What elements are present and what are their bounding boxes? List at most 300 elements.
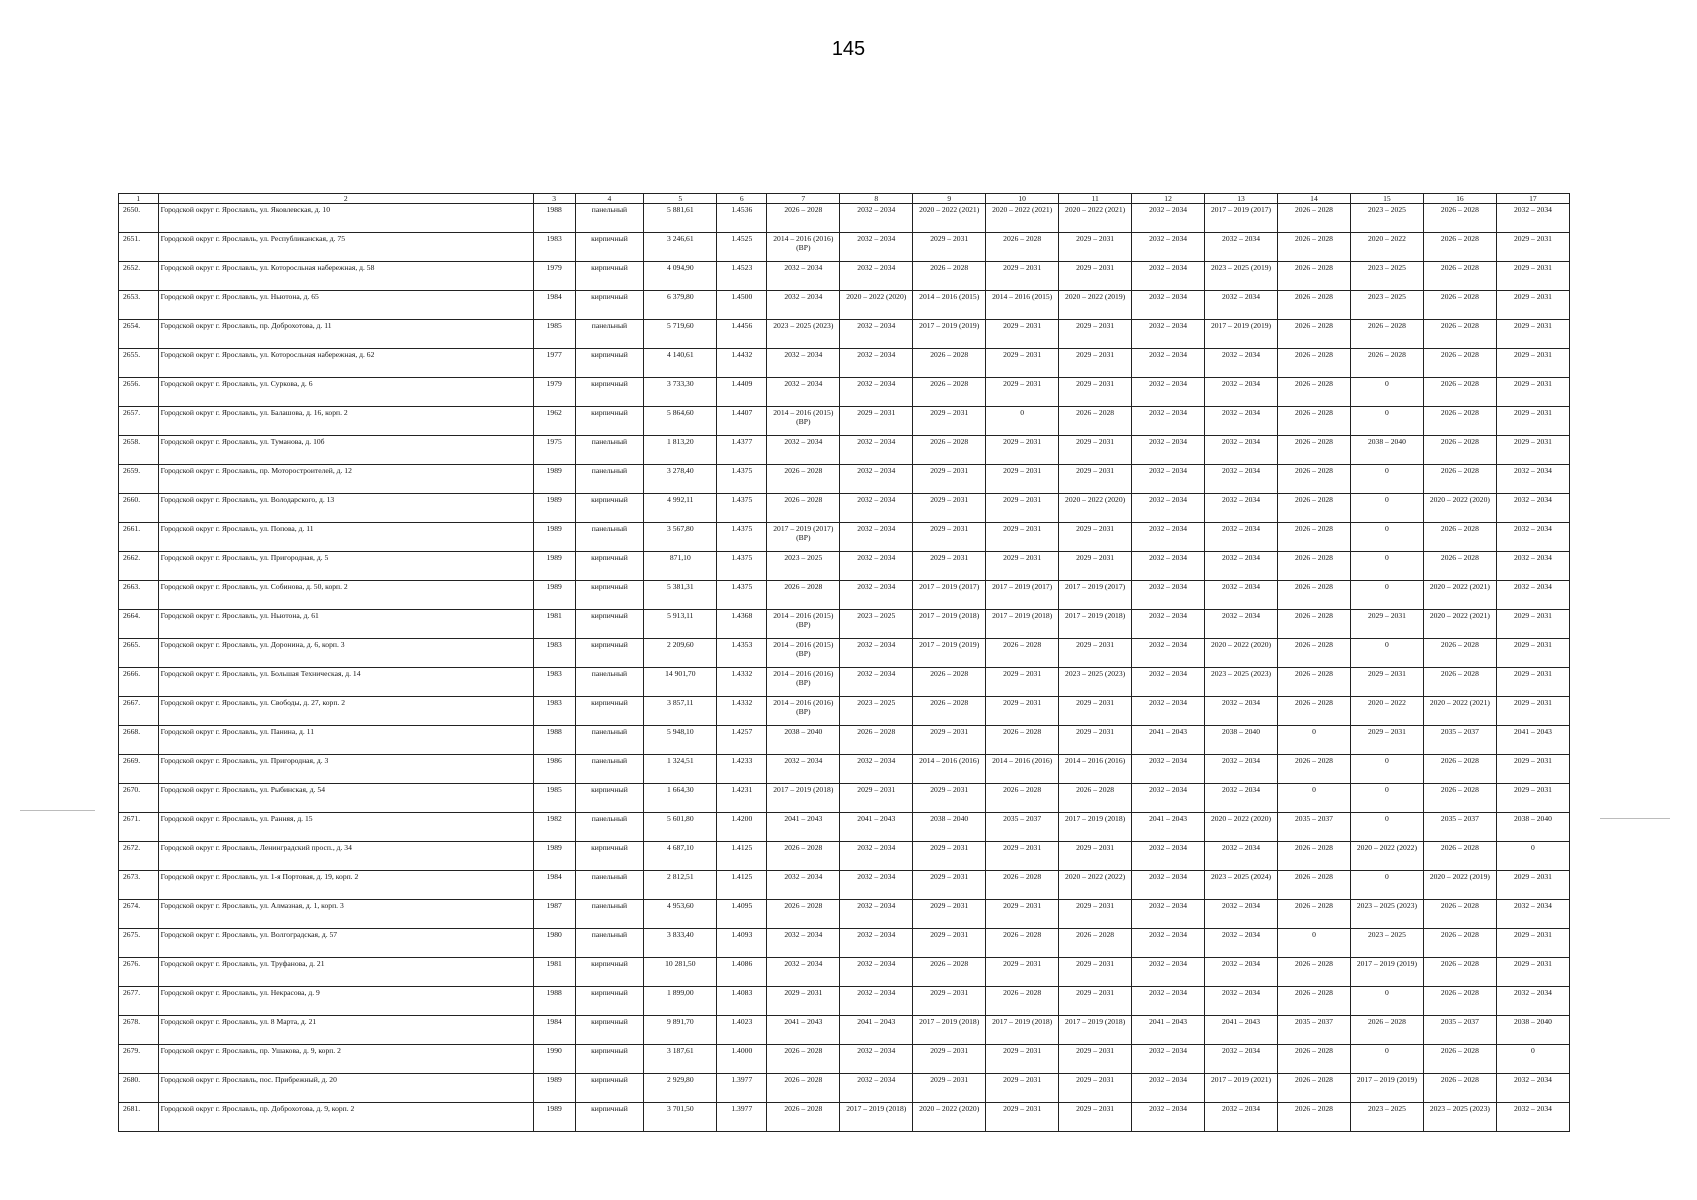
table-cell-col-13: 2032 – 2034 <box>1205 755 1278 784</box>
table-cell-col-14: 2026 – 2028 <box>1278 755 1351 784</box>
table-cell-col-8: 2017 – 2019 (2018) <box>840 1103 913 1132</box>
table-cell-col-13: 2023 – 2025 (2024) <box>1205 871 1278 900</box>
table-cell-col-16: 2020 – 2022 (2019) <box>1423 871 1496 900</box>
table-cell-col-6: 1.4233 <box>717 755 767 784</box>
table-cell-col-2: Городской округ г. Ярославль, ул. Володарского, д. 13 <box>158 494 533 523</box>
table-cell-col-16: 2026 – 2028 <box>1423 958 1496 987</box>
table-cell-col-17: 2029 – 2031 <box>1496 755 1569 784</box>
table-cell-col-6: 1.4500 <box>717 291 767 320</box>
table-cell-col-17: 2032 – 2034 <box>1496 465 1569 494</box>
table-cell-col-14: 2026 – 2028 <box>1278 1103 1351 1132</box>
table-cell-col-12: 2032 – 2034 <box>1132 262 1205 291</box>
table-cell-col-17: 2029 – 2031 <box>1496 929 1569 958</box>
table-row <box>119 1045 1570 1074</box>
table-cell-col-6: 1.4125 <box>717 871 767 900</box>
table-cell-col-9: 2026 – 2028 <box>913 668 986 697</box>
table-cell-col-15: 2023 – 2025 <box>1350 262 1423 291</box>
table-cell-col-16: 2020 – 2022 (2021) <box>1423 581 1496 610</box>
table-cell-col-2: Городской округ г. Ярославль, ул. Республиканская, д. 75 <box>158 233 533 262</box>
table-cell-col-17: 2029 – 2031 <box>1496 784 1569 813</box>
table-cell-col-12: 2032 – 2034 <box>1132 871 1205 900</box>
table-cell-col-11: 2029 – 2031 <box>1059 1045 1132 1074</box>
table-cell-col-17: 2032 – 2034 <box>1496 552 1569 581</box>
table-cell-col-11: 2026 – 2028 <box>1059 784 1132 813</box>
table-cell-col-16: 2026 – 2028 <box>1423 436 1496 465</box>
table-cell-col-16: 2026 – 2028 <box>1423 349 1496 378</box>
table-cell-col-2: Городской округ г. Ярославль, пр. Моторостроителей, д. 12 <box>158 465 533 494</box>
table-cell-col-16: 2026 – 2028 <box>1423 523 1496 552</box>
table-cell-col-10: 2029 – 2031 <box>986 1103 1059 1132</box>
table-cell-col-15: 2020 – 2022 <box>1350 697 1423 726</box>
table-row <box>119 1074 1570 1103</box>
column-header-13: 13 <box>1205 194 1278 204</box>
table-cell-col-8: 2032 – 2034 <box>840 900 913 929</box>
table-row <box>119 1103 1570 1132</box>
table-cell-col-6: 1.4432 <box>717 349 767 378</box>
table-cell-col-4: панельный <box>575 929 644 958</box>
table-cell-col-11: 2020 – 2022 (2021) <box>1059 204 1132 233</box>
table-cell-col-8: 2032 – 2034 <box>840 465 913 494</box>
table-cell-col-14: 2026 – 2028 <box>1278 668 1351 697</box>
table-cell-col-13: 2032 – 2034 <box>1205 349 1278 378</box>
table-cell-col-4: кирпичный <box>575 1074 644 1103</box>
table-cell-col-11: 2029 – 2031 <box>1059 378 1132 407</box>
column-header-10: 10 <box>986 194 1059 204</box>
table-cell-col-12: 2032 – 2034 <box>1132 1103 1205 1132</box>
table-cell-col-1: 2656. <box>119 378 159 407</box>
table-cell-col-17: 2032 – 2034 <box>1496 204 1569 233</box>
table-cell-col-12: 2032 – 2034 <box>1132 349 1205 378</box>
table-cell-col-2: Городской округ г. Ярославль, ул. Рыбинская, д. 54 <box>158 784 533 813</box>
table-row <box>119 871 1570 900</box>
table-cell-col-2: Городской округ г. Ярославль, ул. Пригородная, д. 3 <box>158 755 533 784</box>
table-cell-col-16: 2035 – 2037 <box>1423 726 1496 755</box>
table-cell-col-9: 2029 – 2031 <box>913 465 986 494</box>
table-cell-col-7: 2014 – 2016 (2015) (ВР) <box>767 407 840 436</box>
table-cell-col-1: 2652. <box>119 262 159 291</box>
table-cell-col-5: 1 899,00 <box>644 987 717 1016</box>
table-cell-col-4: панельный <box>575 755 644 784</box>
table-cell-col-6: 1.4332 <box>717 697 767 726</box>
table-cell-col-5: 1 813,20 <box>644 436 717 465</box>
table-cell-col-13: 2032 – 2034 <box>1205 900 1278 929</box>
table-cell-col-4: кирпичный <box>575 552 644 581</box>
table-cell-col-5: 5 719,60 <box>644 320 717 349</box>
table-cell-col-8: 2032 – 2034 <box>840 204 913 233</box>
table-cell-col-3: 1979 <box>533 262 575 291</box>
table-cell-col-5: 3 701,50 <box>644 1103 717 1132</box>
table-cell-col-12: 2032 – 2034 <box>1132 755 1205 784</box>
table-cell-col-2: Городской округ г. Ярославль, ул. Ньютона, д. 61 <box>158 610 533 639</box>
table-cell-col-12: 2032 – 2034 <box>1132 320 1205 349</box>
table-cell-col-17: 2032 – 2034 <box>1496 900 1569 929</box>
table-cell-col-5: 5 881,61 <box>644 204 717 233</box>
table-cell-col-9: 2029 – 2031 <box>913 726 986 755</box>
table-cell-col-1: 2667. <box>119 697 159 726</box>
table-cell-col-13: 2032 – 2034 <box>1205 465 1278 494</box>
table-cell-col-11: 2029 – 2031 <box>1059 320 1132 349</box>
table-cell-col-15: 2023 – 2025 <box>1350 929 1423 958</box>
table-cell-col-2: Городской округ г. Ярославль, ул. Туманова, д. 10б <box>158 436 533 465</box>
table-row <box>119 523 1570 552</box>
table-cell-col-7: 2029 – 2031 <box>767 987 840 1016</box>
table-row <box>119 291 1570 320</box>
table-cell-col-9: 2029 – 2031 <box>913 494 986 523</box>
table-cell-col-11: 2029 – 2031 <box>1059 465 1132 494</box>
table-cell-col-15: 2020 – 2022 <box>1350 233 1423 262</box>
table-cell-col-10: 2014 – 2016 (2016) <box>986 755 1059 784</box>
table-cell-col-5: 5 601,80 <box>644 813 717 842</box>
table-cell-col-8: 2032 – 2034 <box>840 987 913 1016</box>
table-cell-col-11: 2029 – 2031 <box>1059 987 1132 1016</box>
table-cell-col-15: 0 <box>1350 639 1423 668</box>
table-cell-col-6: 1.4407 <box>717 407 767 436</box>
table-cell-col-9: 2029 – 2031 <box>913 1074 986 1103</box>
column-header-1: 1 <box>119 194 159 204</box>
table-row <box>119 1016 1570 1045</box>
table-cell-col-2: Городской округ г. Ярославль, ул. Ранняя, д. 15 <box>158 813 533 842</box>
table-cell-col-11: 2029 – 2031 <box>1059 900 1132 929</box>
table-cell-col-15: 0 <box>1350 784 1423 813</box>
table-cell-col-2: Городской округ г. Ярославль, ул. Которосльная набережная, д. 58 <box>158 262 533 291</box>
column-header-12: 12 <box>1132 194 1205 204</box>
column-header-14: 14 <box>1278 194 1351 204</box>
table-cell-col-10: 2029 – 2031 <box>986 958 1059 987</box>
table-cell-col-16: 2026 – 2028 <box>1423 407 1496 436</box>
table-cell-col-2: Городской округ г. Ярославль, ул. Пригородная, д. 5 <box>158 552 533 581</box>
table-cell-col-7: 2014 – 2016 (2016) (ВР) <box>767 697 840 726</box>
table-cell-col-13: 2032 – 2034 <box>1205 407 1278 436</box>
table-cell-col-5: 3 857,11 <box>644 697 717 726</box>
table-cell-col-11: 2017 – 2019 (2018) <box>1059 610 1132 639</box>
table-cell-col-16: 2035 – 2037 <box>1423 1016 1496 1045</box>
table-cell-col-8: 2026 – 2028 <box>840 726 913 755</box>
table-cell-col-16: 2026 – 2028 <box>1423 1074 1496 1103</box>
table-cell-col-8: 2029 – 2031 <box>840 407 913 436</box>
table-cell-col-1: 2672. <box>119 842 159 871</box>
table-cell-col-3: 1983 <box>533 639 575 668</box>
table-cell-col-13: 2017 – 2019 (2017) <box>1205 204 1278 233</box>
table-cell-col-11: 2017 – 2019 (2018) <box>1059 1016 1132 1045</box>
table-cell-col-9: 2014 – 2016 (2016) <box>913 755 986 784</box>
table-cell-col-10: 2029 – 2031 <box>986 552 1059 581</box>
table-cell-col-15: 2026 – 2028 <box>1350 320 1423 349</box>
table-cell-col-12: 2032 – 2034 <box>1132 291 1205 320</box>
table-cell-col-7: 2026 – 2028 <box>767 494 840 523</box>
table-cell-col-10: 2029 – 2031 <box>986 349 1059 378</box>
table-cell-col-13: 2032 – 2034 <box>1205 958 1278 987</box>
table-cell-col-7: 2032 – 2034 <box>767 929 840 958</box>
table-cell-col-3: 1989 <box>533 523 575 552</box>
table-cell-col-5: 871,10 <box>644 552 717 581</box>
table-cell-col-10: 2029 – 2031 <box>986 436 1059 465</box>
table-cell-col-3: 1988 <box>533 204 575 233</box>
table-cell-col-1: 2666. <box>119 668 159 697</box>
table-cell-col-12: 2032 – 2034 <box>1132 1074 1205 1103</box>
table-cell-col-6: 1.4353 <box>717 639 767 668</box>
table-cell-col-4: панельный <box>575 871 644 900</box>
table-cell-col-6: 1.4409 <box>717 378 767 407</box>
table-cell-col-2: Городской округ г. Ярославль, ул. Свободы, д. 27, корп. 2 <box>158 697 533 726</box>
table-cell-col-8: 2023 – 2025 <box>840 697 913 726</box>
table-cell-col-1: 2668. <box>119 726 159 755</box>
column-header-6: 6 <box>717 194 767 204</box>
table-cell-col-7: 2032 – 2034 <box>767 378 840 407</box>
table-cell-col-7: 2026 – 2028 <box>767 1045 840 1074</box>
table-cell-col-1: 2665. <box>119 639 159 668</box>
table-cell-col-5: 1 324,51 <box>644 755 717 784</box>
table-cell-col-8: 2020 – 2022 (2020) <box>840 291 913 320</box>
table-cell-col-14: 2026 – 2028 <box>1278 639 1351 668</box>
table-cell-col-10: 2026 – 2028 <box>986 871 1059 900</box>
table-cell-col-3: 1984 <box>533 1016 575 1045</box>
table-cell-col-17: 2029 – 2031 <box>1496 436 1569 465</box>
table-cell-col-6: 1.4023 <box>717 1016 767 1045</box>
table-cell-col-11: 2029 – 2031 <box>1059 726 1132 755</box>
column-header-7: 7 <box>767 194 840 204</box>
table-row <box>119 755 1570 784</box>
table-cell-col-10: 2029 – 2031 <box>986 1074 1059 1103</box>
table-cell-col-4: панельный <box>575 813 644 842</box>
table-cell-col-6: 1.4125 <box>717 842 767 871</box>
table-cell-col-12: 2032 – 2034 <box>1132 407 1205 436</box>
table-cell-col-16: 2020 – 2022 (2021) <box>1423 697 1496 726</box>
table-cell-col-14: 2026 – 2028 <box>1278 871 1351 900</box>
table-cell-col-9: 2026 – 2028 <box>913 697 986 726</box>
table-cell-col-8: 2032 – 2034 <box>840 581 913 610</box>
table-cell-col-14: 2026 – 2028 <box>1278 407 1351 436</box>
table-cell-col-3: 1985 <box>533 320 575 349</box>
table-cell-col-10: 2020 – 2022 (2021) <box>986 204 1059 233</box>
table-row <box>119 668 1570 697</box>
table-cell-col-5: 5 948,10 <box>644 726 717 755</box>
table-cell-col-7: 2014 – 2016 (2016) (ВР) <box>767 233 840 262</box>
table-cell-col-1: 2663. <box>119 581 159 610</box>
table-cell-col-16: 2020 – 2022 (2021) <box>1423 610 1496 639</box>
table-cell-col-8: 2023 – 2025 <box>840 610 913 639</box>
table-row <box>119 552 1570 581</box>
table-cell-col-10: 2029 – 2031 <box>986 842 1059 871</box>
table-cell-col-6: 1.3977 <box>717 1074 767 1103</box>
table-cell-col-6: 1.4375 <box>717 465 767 494</box>
table-cell-col-12: 2032 – 2034 <box>1132 204 1205 233</box>
table-cell-col-8: 2032 – 2034 <box>840 842 913 871</box>
table-cell-col-5: 4 140,61 <box>644 349 717 378</box>
table-cell-col-1: 2655. <box>119 349 159 378</box>
table-cell-col-12: 2032 – 2034 <box>1132 465 1205 494</box>
table-cell-col-7: 2038 – 2040 <box>767 726 840 755</box>
table-cell-col-2: Городской округ г. Ярославль, ул. Ньютона, д. 65 <box>158 291 533 320</box>
table-cell-col-4: кирпичный <box>575 233 644 262</box>
table-cell-col-4: кирпичный <box>575 987 644 1016</box>
table-cell-col-7: 2023 – 2025 <box>767 552 840 581</box>
table-row <box>119 465 1570 494</box>
table-row <box>119 697 1570 726</box>
table-cell-col-6: 1.4095 <box>717 900 767 929</box>
table-cell-col-3: 1987 <box>533 900 575 929</box>
table-cell-col-4: кирпичный <box>575 378 644 407</box>
table-cell-col-7: 2014 – 2016 (2015) (ВР) <box>767 639 840 668</box>
column-header-11: 11 <box>1059 194 1132 204</box>
table-cell-col-2: Городской округ г. Ярославль, пр. Доброхотова, д. 11 <box>158 320 533 349</box>
table-cell-col-6: 1.3977 <box>717 1103 767 1132</box>
table-cell-col-17: 2029 – 2031 <box>1496 262 1569 291</box>
table-cell-col-1: 2658. <box>119 436 159 465</box>
table-cell-col-13: 2032 – 2034 <box>1205 552 1278 581</box>
table-cell-col-15: 2029 – 2031 <box>1350 726 1423 755</box>
table-cell-col-12: 2032 – 2034 <box>1132 378 1205 407</box>
table-cell-col-17: 2029 – 2031 <box>1496 233 1569 262</box>
table-cell-col-1: 2669. <box>119 755 159 784</box>
table-cell-col-4: кирпичный <box>575 1016 644 1045</box>
table-cell-col-1: 2662. <box>119 552 159 581</box>
table-cell-col-2: Городской округ г. Ярославль, пр. Ушакова, д. 9, корп. 2 <box>158 1045 533 1074</box>
table-cell-col-9: 2014 – 2016 (2015) <box>913 291 986 320</box>
table-cell-col-5: 2 929,80 <box>644 1074 717 1103</box>
table-cell-col-17: 2029 – 2031 <box>1496 639 1569 668</box>
table-cell-col-16: 2026 – 2028 <box>1423 378 1496 407</box>
table-cell-col-1: 2676. <box>119 958 159 987</box>
table-cell-col-14: 2035 – 2037 <box>1278 813 1351 842</box>
table-cell-col-12: 2041 – 2043 <box>1132 726 1205 755</box>
table-row <box>119 958 1570 987</box>
table-cell-col-15: 2029 – 2031 <box>1350 668 1423 697</box>
table-cell-col-2: Городской округ г. Ярославль, ул. Волгоградская, д. 57 <box>158 929 533 958</box>
table-cell-col-5: 3 567,80 <box>644 523 717 552</box>
table-cell-col-11: 2014 – 2016 (2016) <box>1059 755 1132 784</box>
table-cell-col-14: 2026 – 2028 <box>1278 378 1351 407</box>
table-cell-col-3: 1979 <box>533 378 575 407</box>
table-cell-col-10: 2026 – 2028 <box>986 726 1059 755</box>
table-cell-col-12: 2032 – 2034 <box>1132 639 1205 668</box>
table-cell-col-12: 2032 – 2034 <box>1132 523 1205 552</box>
table-cell-col-9: 2026 – 2028 <box>913 436 986 465</box>
table-cell-col-13: 2032 – 2034 <box>1205 233 1278 262</box>
table-cell-col-2: Городской округ г. Ярославль, ул. Суркова, д. 6 <box>158 378 533 407</box>
table-cell-col-9: 2017 – 2019 (2018) <box>913 610 986 639</box>
table-row <box>119 610 1570 639</box>
table-cell-col-8: 2032 – 2034 <box>840 871 913 900</box>
table-cell-col-3: 1986 <box>533 755 575 784</box>
table-cell-col-10: 2026 – 2028 <box>986 784 1059 813</box>
table-cell-col-9: 2017 – 2019 (2019) <box>913 639 986 668</box>
table-cell-col-16: 2026 – 2028 <box>1423 784 1496 813</box>
table-cell-col-15: 2026 – 2028 <box>1350 1016 1423 1045</box>
table-row <box>119 320 1570 349</box>
table-cell-col-14: 2026 – 2028 <box>1278 465 1351 494</box>
table-row <box>119 581 1570 610</box>
table-cell-col-15: 2017 – 2019 (2019) <box>1350 1074 1423 1103</box>
table-cell-col-10: 2026 – 2028 <box>986 987 1059 1016</box>
table-cell-col-4: кирпичный <box>575 494 644 523</box>
table-cell-col-13: 2032 – 2034 <box>1205 523 1278 552</box>
table-cell-col-8: 2032 – 2034 <box>840 668 913 697</box>
table-cell-col-16: 2026 – 2028 <box>1423 233 1496 262</box>
table-cell-col-13: 2032 – 2034 <box>1205 494 1278 523</box>
table-cell-col-13: 2017 – 2019 (2021) <box>1205 1074 1278 1103</box>
column-header-4: 4 <box>575 194 644 204</box>
table-cell-col-2: Городской округ г. Ярославль, ул. 1-я Портовая, д. 19, корп. 2 <box>158 871 533 900</box>
table-cell-col-14: 2026 – 2028 <box>1278 987 1351 1016</box>
table-cell-col-4: панельный <box>575 465 644 494</box>
table-cell-col-6: 1.4456 <box>717 320 767 349</box>
table-cell-col-2: Городской округ г. Ярославль, ул. Панина, д. 11 <box>158 726 533 755</box>
table-cell-col-2: Городской округ г. Ярославль, ул. Балашова, д. 16, корп. 2 <box>158 407 533 436</box>
table-cell-col-10: 2029 – 2031 <box>986 320 1059 349</box>
table-cell-col-14: 0 <box>1278 784 1351 813</box>
table-cell-col-12: 2032 – 2034 <box>1132 929 1205 958</box>
table-cell-col-17: 2029 – 2031 <box>1496 958 1569 987</box>
column-header-9: 9 <box>913 194 986 204</box>
table-cell-col-7: 2032 – 2034 <box>767 291 840 320</box>
table-cell-col-11: 2029 – 2031 <box>1059 262 1132 291</box>
table-cell-col-14: 2026 – 2028 <box>1278 233 1351 262</box>
table-cell-col-10: 2035 – 2037 <box>986 813 1059 842</box>
table-cell-col-10: 2017 – 2019 (2018) <box>986 610 1059 639</box>
table-cell-col-10: 2026 – 2028 <box>986 233 1059 262</box>
table-row <box>119 204 1570 233</box>
table-cell-col-5: 5 864,60 <box>644 407 717 436</box>
table-row <box>119 378 1570 407</box>
table-cell-col-5: 1 664,30 <box>644 784 717 813</box>
column-header-5: 5 <box>644 194 717 204</box>
table-cell-col-7: 2017 – 2019 (2018) <box>767 784 840 813</box>
table-cell-col-12: 2032 – 2034 <box>1132 900 1205 929</box>
table-cell-col-13: 2038 – 2040 <box>1205 726 1278 755</box>
table-cell-col-8: 2032 – 2034 <box>840 436 913 465</box>
table-cell-col-11: 2029 – 2031 <box>1059 639 1132 668</box>
table-cell-col-5: 4 094,90 <box>644 262 717 291</box>
table-cell-col-8: 2032 – 2034 <box>840 552 913 581</box>
table-cell-col-12: 2032 – 2034 <box>1132 552 1205 581</box>
table-cell-col-3: 1983 <box>533 668 575 697</box>
table-cell-col-3: 1990 <box>533 1045 575 1074</box>
table-cell-col-17: 2041 – 2043 <box>1496 726 1569 755</box>
table-cell-col-14: 2026 – 2028 <box>1278 494 1351 523</box>
table-row <box>119 987 1570 1016</box>
table-cell-col-13: 2032 – 2034 <box>1205 784 1278 813</box>
table-cell-col-5: 4 953,60 <box>644 900 717 929</box>
table-cell-col-3: 1984 <box>533 871 575 900</box>
table-row <box>119 900 1570 929</box>
table-cell-col-9: 2020 – 2022 (2020) <box>913 1103 986 1132</box>
table-row <box>119 494 1570 523</box>
table-cell-col-5: 3 833,40 <box>644 929 717 958</box>
table-cell-col-1: 2664. <box>119 610 159 639</box>
table-cell-col-15: 0 <box>1350 987 1423 1016</box>
table-cell-col-1: 2675. <box>119 929 159 958</box>
table-cell-col-1: 2651. <box>119 233 159 262</box>
table-cell-col-13: 2032 – 2034 <box>1205 610 1278 639</box>
table-cell-col-13: 2020 – 2022 (2020) <box>1205 813 1278 842</box>
table-cell-col-8: 2041 – 2043 <box>840 813 913 842</box>
table-cell-col-15: 2026 – 2028 <box>1350 349 1423 378</box>
table-cell-col-4: панельный <box>575 320 644 349</box>
table-cell-col-3: 1989 <box>533 465 575 494</box>
table-cell-col-9: 2029 – 2031 <box>913 552 986 581</box>
table-cell-col-14: 0 <box>1278 726 1351 755</box>
table-cell-col-11: 2020 – 2022 (2022) <box>1059 871 1132 900</box>
table-cell-col-7: 2026 – 2028 <box>767 842 840 871</box>
table-cell-col-7: 2032 – 2034 <box>767 436 840 465</box>
table-cell-col-1: 2680. <box>119 1074 159 1103</box>
table-cell-col-15: 0 <box>1350 552 1423 581</box>
table-cell-col-3: 1989 <box>533 581 575 610</box>
table-cell-col-2: Городской округ г. Ярославль, ул. Алмазная, д. 1, корп. 3 <box>158 900 533 929</box>
table-cell-col-11: 2029 – 2031 <box>1059 1074 1132 1103</box>
table-cell-col-13: 2032 – 2034 <box>1205 842 1278 871</box>
table-cell-col-16: 2026 – 2028 <box>1423 320 1496 349</box>
